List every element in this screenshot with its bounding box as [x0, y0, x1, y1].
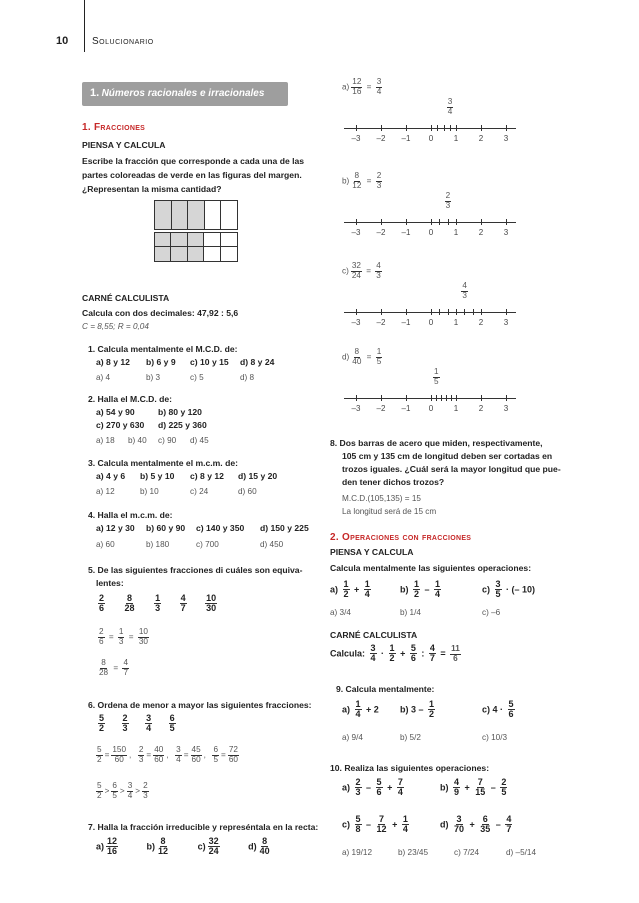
numline-0-tick-label: 0	[428, 134, 434, 143]
chapter-number: 1.	[90, 87, 100, 99]
ex2-item-b: b) 80 y 120	[158, 407, 202, 417]
ex5-question-2: lentes:	[96, 578, 124, 588]
ex10-item-d: d) $\frac{3}{70}$ + $\frac{6}{35}$ – $\frac{4}{7}$	[440, 814, 512, 835]
ex8-answer-2: La longitud será de 15 cm	[342, 507, 437, 516]
numline-2-tick-label: 1	[453, 318, 459, 327]
section-2-op-c: c) $\frac{3}{5}$ · (– 10)	[482, 579, 536, 600]
ex8-question-4: den tener dichos trozos?	[342, 477, 445, 487]
numline-0-tick-label: –1	[401, 134, 411, 143]
numline-3-tick-label: 2	[478, 404, 484, 413]
ex4-ans-c: c) 700	[196, 540, 219, 549]
numline-2-label: c) $\frac{32}{24}$ = $\frac{4}{3}$	[342, 261, 381, 280]
numline-3-tick-label: 3	[503, 404, 509, 413]
numline-3-tick	[456, 395, 457, 401]
numline-3-tick	[381, 395, 382, 401]
numline-3-subtick	[446, 395, 447, 401]
numline-2-tick	[506, 309, 507, 315]
carne-calculista-2: CARNÉ CALCULISTA	[330, 630, 418, 640]
ex6-answer-2: $\frac{5}{2}$ > $\frac{6}{5}$ > $\frac{3}{4}$ > $\frac{2}{3}$	[97, 781, 148, 800]
ex1-item-c: c) 10 y 15	[190, 357, 229, 367]
numline-0-tick	[381, 125, 382, 131]
page-number: 10	[56, 35, 69, 47]
ex1-item-b: b) 6 y 9	[146, 357, 176, 367]
ex1-ans-d: d) 8	[240, 373, 255, 382]
numline-1-tick	[406, 219, 407, 225]
numline-1-tick	[506, 219, 507, 225]
ex10-item-c: c) $\frac{5}{8}$ – $\frac{7}{12}$ + $\frac{1}{4}$	[342, 814, 408, 835]
numline-1-tick-label: –3	[351, 228, 361, 237]
section-2-text: Calcula mentalmente las siguientes operaciones:	[330, 563, 532, 573]
ex10-question: 10. Realiza las siguientes operaciones:	[330, 763, 490, 773]
numline-3-tick-label: 0	[428, 404, 434, 413]
ex4-ans-a: a) 60	[96, 540, 115, 549]
chapter-title: Números racionales e irracionales	[101, 88, 265, 99]
ex8-answer-1: M.C.D.(105,135) = 15	[342, 494, 421, 503]
section-2-ans-a: a) 3/4	[330, 608, 351, 617]
ex9-ans-c: c) 10/3	[482, 733, 508, 742]
numline-3-tick	[506, 395, 507, 401]
ex7-items: a) $\frac{12}{16}$ b) $\frac{8}{12}$ c) $\frac{32}{24}$ d) $\frac{8}{40}$	[96, 836, 270, 857]
ex10-item-a: a) $\frac{2}{3}$ – $\frac{5}{6}$ + $\frac{7}{4}$	[342, 777, 403, 798]
numline-0-tick	[406, 125, 407, 131]
numline-3-tick	[406, 395, 407, 401]
numline-1-tick-label: 0	[428, 228, 434, 237]
ex5-answer-1: $\frac{2}{6}$ = $\frac{1}{3}$ = $\frac{10}{30}$	[99, 627, 148, 646]
ex7-question: 7. Halla la fracción irreducible y represéntala en la recta:	[88, 822, 319, 832]
ex9-items: a) $\frac{1}{4}$ + 2	[342, 699, 379, 720]
ex4-item-b: b) 60 y 90	[146, 523, 186, 533]
numline-1-tick-label: 1	[453, 228, 459, 237]
ex3-item-c: c) 8 y 12	[190, 471, 224, 481]
ex10-ans-b: b) 23/45	[398, 848, 429, 857]
numline-3-tick-label: 1	[453, 404, 459, 413]
ex3-item-b: b) 5 y 10	[140, 471, 175, 481]
ex4-ans-d: d) 450	[260, 540, 284, 549]
ex3-ans-b: b) 10	[140, 487, 159, 496]
ex3-item-a: a) 4 y 6	[96, 471, 126, 481]
numline-3-tick-label: –2	[376, 404, 386, 413]
ex2-item-d: d) 225 y 360	[158, 420, 207, 430]
ex4-item-c: c) 140 y 350	[196, 523, 245, 533]
numline-1-axis	[344, 222, 516, 223]
ex8-question-2: 105 cm y 135 cm de longitud deben ser cortadas en	[342, 451, 553, 461]
ex4-ans-b: b) 180	[146, 540, 170, 549]
numline-3-subtick	[436, 395, 437, 401]
ex3-ans-c: c) 24	[190, 487, 209, 496]
ex2-question: 2. Halla el M.C.D. de:	[88, 394, 173, 404]
section-1-sub: PIENSA Y CALCULA	[82, 140, 166, 150]
numline-2-tick-label: 2	[478, 318, 484, 327]
numline-0-label: a) $\frac{12}{16}$ = $\frac{3}{4}$	[342, 77, 382, 96]
ex1-ans-b: b) 3	[146, 373, 161, 382]
ex9-item-c: c) 4 · $\frac{5}{6}$	[482, 699, 514, 720]
numline-2-subtick	[448, 309, 449, 315]
carne-calculista-1-text: Calcula con dos decimales: 47,92 : 5,6	[82, 308, 239, 318]
ex1-item-d: d) 8 y 24	[240, 357, 275, 367]
numline-3-tick	[431, 395, 432, 401]
carne-calculista-1: CARNÉ CALCULISTA	[82, 293, 170, 303]
ex3-ans-d: d) 60	[238, 487, 257, 496]
ex5-answer-2: $\frac{8}{28}$ = $\frac{4}{7}$	[99, 658, 129, 677]
numline-2-tick-label: –2	[376, 318, 386, 327]
numline-1-tick	[356, 219, 357, 225]
numline-1-tick	[381, 219, 382, 225]
numline-1-subtick	[448, 219, 449, 225]
numline-0-tick	[506, 125, 507, 131]
numline-2-tick	[481, 309, 482, 315]
ex6-fractions: $\frac{5}{2}$ $\frac{2}{3}$ $\frac{3}{4}$ $\frac{6}{5}$	[99, 713, 175, 734]
fraction-figure-top	[154, 200, 238, 230]
numline-0-tick	[356, 125, 357, 131]
numline-1-tick-label: –1	[401, 228, 411, 237]
section-1-title: 1. Fracciones	[82, 122, 146, 133]
numline-0-tick	[431, 125, 432, 131]
section-1-text-1: Escribe la fracción que corresponde a cada una de las	[82, 156, 305, 166]
numline-1-tick	[456, 219, 457, 225]
numline-1-tick-label: –2	[376, 228, 386, 237]
ex1-item-a: a) 8 y 12	[96, 357, 130, 367]
ex6-question: 6. Ordena de menor a mayor las siguientes fracciones:	[88, 700, 312, 710]
numline-3-axis	[344, 398, 516, 399]
numline-2-tick-label: 0	[428, 318, 434, 327]
section-2-title: 2. Operaciones con fracciones	[330, 532, 472, 543]
numline-0-tick	[481, 125, 482, 131]
numline-3-subtick	[441, 395, 442, 401]
ex3-ans-a: a) 12	[96, 487, 115, 496]
numline-1-tick	[481, 219, 482, 225]
ex9-ans-a: a) 9/4	[342, 733, 363, 742]
numline-1-tick-label: 2	[478, 228, 484, 237]
ex9-question: 9. Calcula mentalmente:	[336, 684, 435, 694]
ex9-item-b: b) 3 – $\frac{1}{2}$	[400, 699, 435, 720]
ex4-item-d: d) 150 y 225	[260, 523, 309, 533]
numline-2-tick-label: –1	[401, 318, 411, 327]
numline-0-axis	[344, 128, 516, 129]
ex5-question-1: 5. De las siguientes fracciones di cuáles son equiva-	[88, 565, 303, 575]
section-2-sub: PIENSA Y CALCULA	[330, 547, 414, 557]
ex1-ans-c: c) 5	[190, 373, 204, 382]
ex2-item-c: c) 270 y 630	[96, 420, 145, 430]
ex2-ans-a: a) 18	[96, 436, 115, 445]
numline-2-axis	[344, 312, 516, 313]
numline-0-tick-label: –3	[351, 134, 361, 143]
numline-0-mark: $\frac{3}{4}$	[447, 97, 453, 116]
chapter-banner	[82, 82, 288, 106]
section-2-ans-c: c) –6	[482, 608, 501, 617]
numline-3-tick-label: –1	[401, 404, 411, 413]
section-1-text-2: partes coloreadas de verde en las figuras del margen.	[82, 170, 302, 180]
header-section: Solucionario	[92, 36, 154, 47]
numline-1-subtick	[439, 219, 440, 225]
numline-0-tick-label: 3	[503, 134, 509, 143]
numline-3-subtick	[451, 395, 452, 401]
numline-3-tick-label: –3	[351, 404, 361, 413]
section-2-op-b: b) $\frac{1}{2}$ – $\frac{1}{4}$	[400, 579, 441, 600]
numline-0-tick-label: –2	[376, 134, 386, 143]
numline-1-label: b) $\frac{8}{12}$ = $\frac{2}{3}$	[342, 171, 382, 190]
ex10-ans-a: a) 19/12	[342, 848, 373, 857]
fraction-figure-bottom	[154, 232, 238, 262]
ex2-ans-b: b) 40	[128, 436, 147, 445]
numline-2-subtick	[464, 309, 465, 315]
numline-1-tick	[431, 219, 432, 225]
numline-2-tick	[456, 309, 457, 315]
numline-2-mark: $\frac{4}{3}$	[462, 281, 467, 300]
ex1-ans-a: a) 4	[96, 373, 111, 382]
ex2-ans-d: d) 45	[190, 436, 209, 445]
numline-0-tick-label: 2	[478, 134, 484, 143]
numline-2-tick-label: –3	[351, 318, 361, 327]
ex5-fractions: $\frac{2}{6}$ $\frac{8}{28}$ $\frac{1}{3}$ $\frac{4}{7}$ $\frac{10}{30}$	[99, 593, 217, 614]
ex8-question-3: trozos iguales. ¿Cuál será la mayor longitud que pue-	[342, 464, 561, 474]
numline-2-tick	[356, 309, 357, 315]
ex10-ans-d: d) –5/14	[506, 848, 537, 857]
numline-1-mark: $\frac{2}{3}$	[445, 191, 451, 210]
ex3-question: 3. Calcula mentalmente el m.c.m. de:	[88, 458, 238, 468]
section-2-operations: a) $\frac{1}{2}$ + $\frac{1}{4}$	[330, 579, 370, 600]
numline-2-subtick	[473, 309, 474, 315]
numline-2-tick	[406, 309, 407, 315]
ex2-item-a: a) 54 y 90	[96, 407, 135, 417]
header-divider	[84, 0, 85, 52]
numline-2-subtick	[439, 309, 440, 315]
numline-2-tick-label: 3	[503, 318, 509, 327]
ex4-item-a: a) 12 y 30	[96, 523, 135, 533]
ex3-item-d: d) 15 y 20	[238, 471, 278, 481]
ex10-item-b: b) $\frac{4}{9}$ + $\frac{7}{15}$ – $\frac{2}{5}$	[440, 777, 507, 798]
numline-0-tick-label: 1	[453, 134, 459, 143]
numline-0-subtick	[444, 125, 445, 131]
ex9-ans-b: b) 5/2	[400, 733, 421, 742]
carne-calculista-1-answer: C = 8,55; R = 0,04	[82, 322, 149, 331]
ex6-answer-1: $\frac{5}{2}$ = $\frac{150}{60}$ , $\frac{2}{3}$ = $\frac{40}{60}$ , $\frac{3}{4}$ = $\frac{45}{60}$ , $\frac{6}{5}$ = $\frac{72}{60}$	[97, 745, 238, 764]
numline-1-tick-label: 3	[503, 228, 509, 237]
section-2-ans-b: b) 1/4	[400, 608, 421, 617]
numline-2-tick	[431, 309, 432, 315]
numline-0-subtick	[437, 125, 438, 131]
numline-3-tick	[481, 395, 482, 401]
section-1-text-3: ¿Representan la misma cantidad?	[82, 184, 222, 194]
numline-2-tick	[381, 309, 382, 315]
numline-3-tick	[356, 395, 357, 401]
numline-0-subtick	[450, 125, 451, 131]
numline-0-tick	[456, 125, 457, 131]
ex2-ans-c: c) 90	[158, 436, 177, 445]
carne-calculista-2-expr: Calcula: $\frac{3}{4}$ · $\frac{1}{2}$ + $\frac{5}{6}$ : $\frac{4}{7}$ = $\frac{11}{6}$	[330, 643, 460, 664]
ex1-question: 1. Calcula mentalmente el M.C.D. de:	[88, 344, 238, 354]
ex4-question: 4. Halla el m.c.m. de:	[88, 510, 173, 520]
numline-3-label: d) $\frac{8}{40}$ = $\frac{1}{5}$	[342, 347, 382, 366]
ex8-question-1: 8. Dos barras de acero que miden, respectivamente,	[330, 438, 543, 448]
ex10-ans-c: c) 7/24	[454, 848, 480, 857]
numline-3-mark: $\frac{1}{5}$	[434, 367, 439, 386]
